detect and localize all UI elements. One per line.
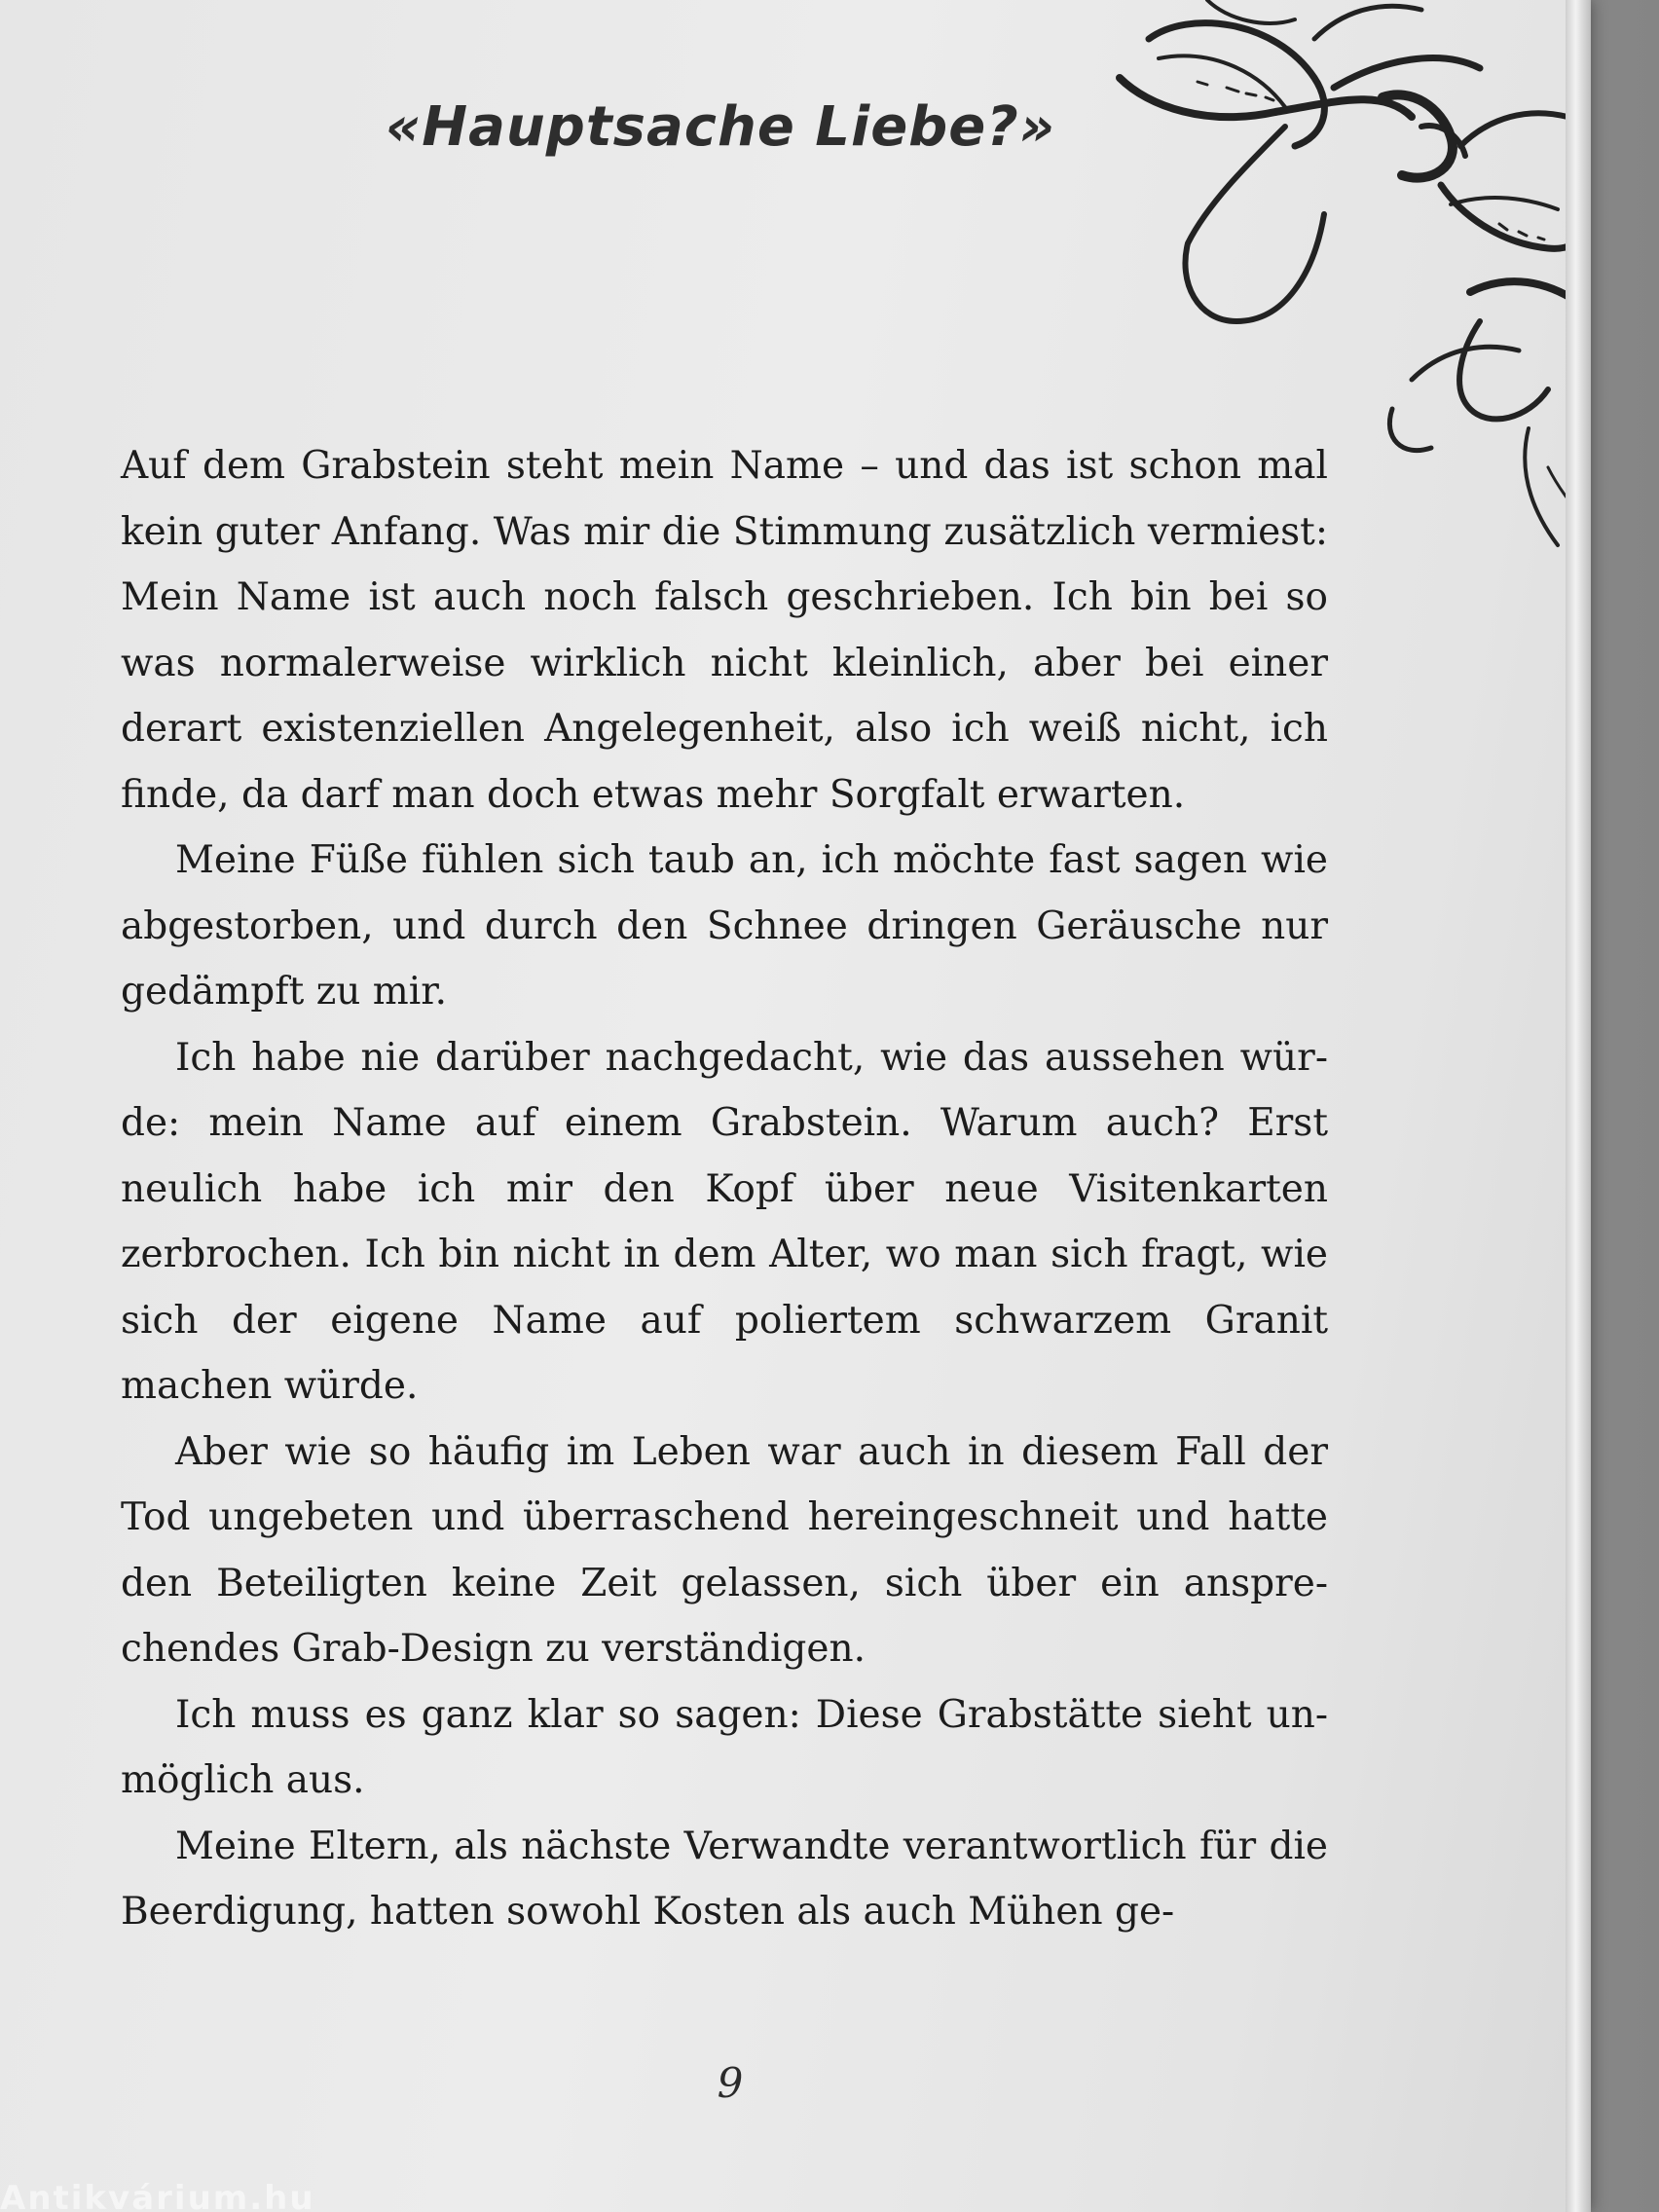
page-edge xyxy=(1566,0,1591,2212)
paragraph: Ich muss es ganz klar so sagen: Diese Grabstätte sieht unmöglich aus. xyxy=(121,1692,1328,1802)
paragraph: Meine Füße fühlen sich taub an, ich möchte fast sagen wie abgestorben, und durch den Schnee dringen Geräusche nur gedämpft zu mir. xyxy=(121,838,1328,1014)
paragraph: Meine Eltern, als nächste Verwandte verantwortlich für die Beerdigung, hatten sowohl Kosten als auch Mühen ge- xyxy=(121,1824,1328,1934)
chapter-title: «Hauptsache Liebe?» xyxy=(385,95,1056,159)
paragraph: Ich habe nie darüber nachgedacht, wie das aussehen würde: mein Name auf einem Grabstein. Warum auch? Erst neulich habe ich mir den Kopf über neue Visitenkarten zerbrochen. Ich bin nicht in dem Alter, wo man sich fragt, wie sich der eigene Name auf poliertem schwarzem Granit machen würde. xyxy=(121,1035,1328,1408)
page-number: 9 xyxy=(717,2059,744,2107)
paragraph: Aber wie so häufig im Leben war auch in diesem Fall der Tod ungebeten und überraschend hereingeschneit und hatte den Beteiligten keine Zeit gelassen, sich über ein ansprechendes Grab-Design zu verständigen. xyxy=(121,1429,1328,1671)
body-text xyxy=(121,433,1328,1945)
paragraph: Auf dem Grabstein steht mein Name – und das ist schon mal kein guter Anfang. Was mir die Stimmung zusätzlich vermiest: Mein Name ist auch noch falsch geschrieben. Ich bin bei so was normalerweise wirklich nicht kleinlich, aber bei einer derart existenziellen Angelegenheit, also ich weiß nicht, ich finde, da darf man doch etwas mehr Sorgfalt erwarten. xyxy=(121,444,1328,817)
watermark: Antikvárium.hu xyxy=(0,2179,315,2212)
